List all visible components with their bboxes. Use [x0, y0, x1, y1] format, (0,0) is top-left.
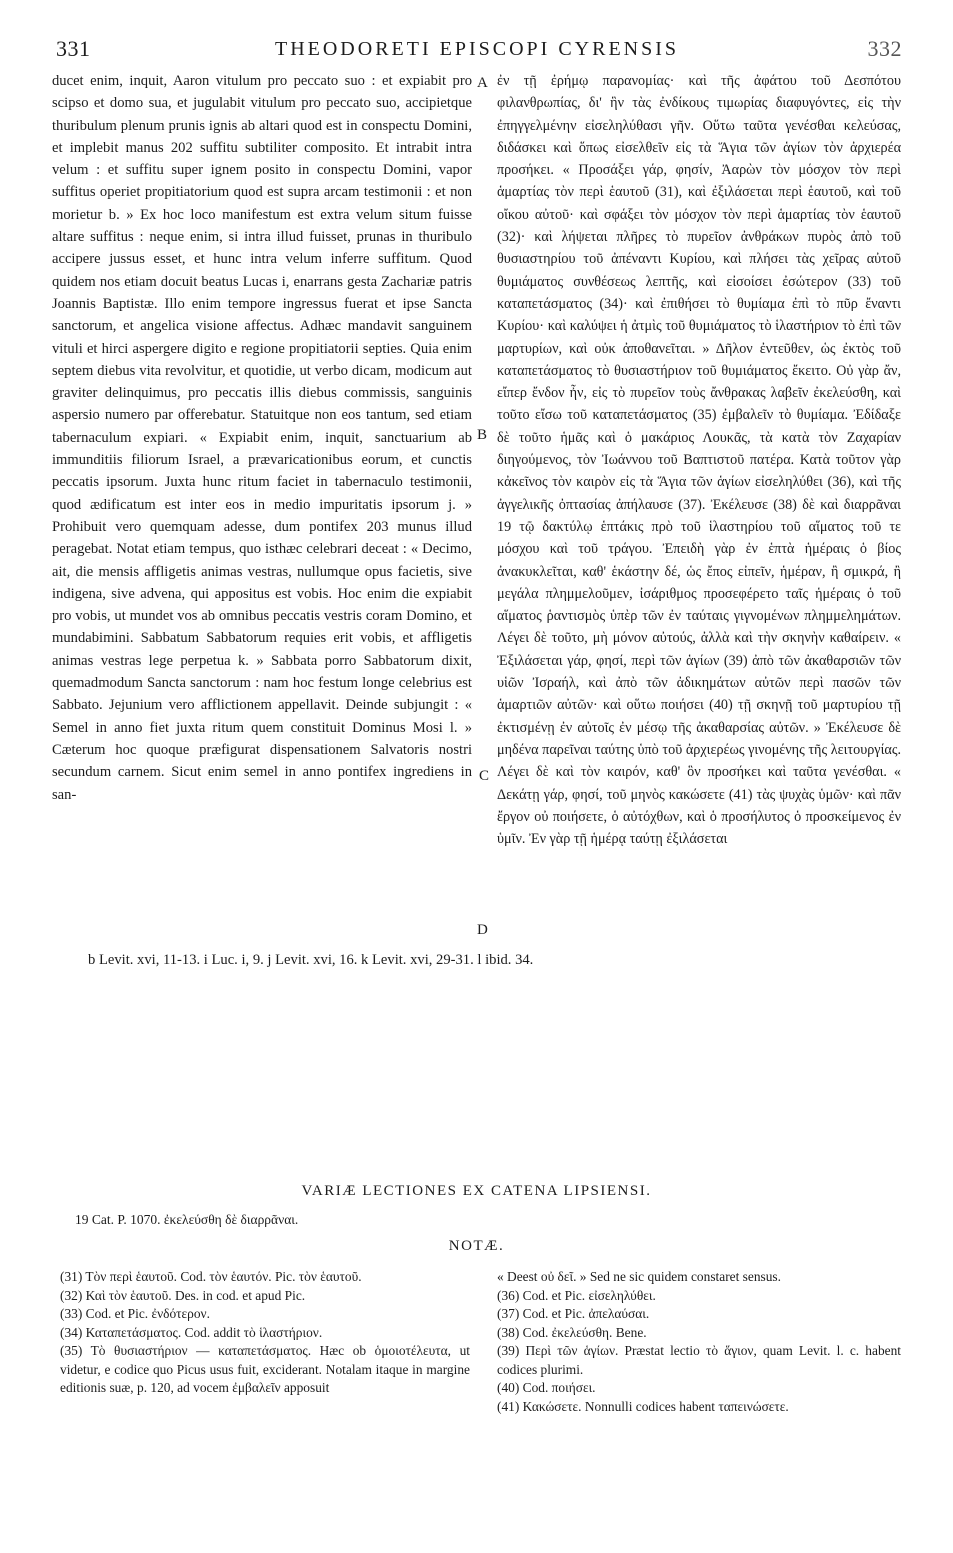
notes-left-column	[60, 1268, 470, 1530]
page-number-left: 331	[56, 36, 91, 61]
note-38: (38) Cod. ἐκελεύσθη. Bene.	[497, 1324, 647, 1340]
margin-marker-c: C	[479, 768, 490, 784]
margin-marker-d: D	[477, 922, 488, 938]
note-40: (40) Cod. ποιήσει.	[497, 1380, 596, 1395]
page-number-right: 332	[867, 36, 902, 61]
greek-paragraph: ἐν τῇ ἐρήμῳ παρανομίας· καὶ τῆς ἀφάτου τοῦ Δεσπότου φιλανθρωπίας, δι' ἣν τὰς ἐνδίκους τιμωρίας διαφυγόντες, εἰς τὴν ἐπηγγελμένην εἰσεληλύθασι γῆν. Οὕτω ταῦτα γενέσθαι κελεύσας, διδάσκει καὶ ὅπως εἰσελθεῖν εἰς τὰ Ἅγια τῶν ἁγίων τὸν ἀρχιερέα προσήκει. « Προσάξει γάρ, φησίν, Ἀαρὼν τὸν μόσχον τὸν περὶ ἁμαρτίας τὸν περὶ ἑαυτοῦ (31), καὶ ἐξιλάσεται περὶ ἑαυτοῦ, καὶ τοῦ οἴκου αὐτοῦ· καὶ σφάξει τὸν μόσχον τὸν περὶ ἁμαρτίας τὸν ἑαυτοῦ (32)· καὶ λήψεται πλῆρες τὸ πυρεῖον ἀνθράκων πυρὸς ἀπὸ τοῦ θυσιαστηρίου τοῦ ἀπέναντι Κυρίου, καὶ πλήσει τὰς χεῖρας αὐτοῦ θυμιάματος συνθέσεως λεπτῆς, καὶ εἰσοίσει ἐσώτερον (33) τοῦ καταπετάσματος (34)· καὶ ἐπιθήσει τὸ θυμίαμα ἐπὶ τὸ πῦρ ἔναντι Κυρίου· καὶ καλύψει ἡ ἀτμὶς τοῦ θυμιάματος τὸ ἱλαστήριον τὸ ἐπὶ τῶν μαρτυρίων, καὶ οὐκ ἀποθανεῖται. » Δῆλον ἐντεῦθεν, ὡς ἐκτὸς τοῦ καταπετάσματος τὸ θυσιαστήριον τοῦ θυμιάματος ἔκειτο. Οὐ γὰρ ἄν, εἴπερ ἔνδον ἦν, εἰς τὸ πυρεῖον τοὺς ἄνθρακας λαβεῖν ἐκελεύσθη, καὶ τοῦτο εἴσω τοῦ καταπετάσματος (35) ἐμβαλεῖν τὸ θυμίαμα. Ἐδίδαξε δὲ τοῦτο ἡμᾶς καὶ ὁ μακάριος Λουκᾶς, τὰ κατὰ τὸν Ζαχαρίαν διηγούμενος, τὸν Ἰωάννου τοῦ Βαπτιστοῦ πατέρα. Κατὰ τοῦτον γὰρ κἀκεῖνος τὸν καιρὸν εἰς τὰ Ἅγια τῶν ἁγίων εἰσεληλύθει (36), καὶ τῆς ἀγγελικῆς ὀπτασίας ἀπήλαυσε (37). Ἐκέλευσε (38) δὲ καὶ διαρρᾶναι 19 τῷ δακτύλῳ ἑπτάκις πρὸ τοῦ ἱλαστηρίου τοῦ αἵματος τοῦ τε μόσχου καὶ τοῦ τράγου. Ἐπειδὴ γὰρ ἐν ἑπτὰ ἡμέραις ὁ βίος ἀνακυκλεῖται, καθ' ἑκάστην δέ, ὡς ἔπος εἰπεῖν, ἡμέραν, ἢ σμικρά, ἢ μεγάλα πλημμελοῦμεν, ἰσάριθμος προσεφέρετο ταῖς ἡμέραις ὁ τοῦ αἵματος ῥαντισμὸς ὑπὲρ τῶν ἐν ταύταις γιγνομένων πλημμελημάτων. Λέγει δὲ τοῦτο, μὴ μόνον αὐτούς, ἀλλὰ καὶ τὴν σκηνὴν καθαίρειν. « Ἐξιλάσεται γάρ, φησί, περὶ τῶν ἁγίων (39) ἀπὸ τῶν ἀκαθαρσιῶν τῶν υἱῶν Ἰσραήλ, καὶ ἀπὸ τῶν ἀδικημάτων αὐτῶν περὶ πασῶν τῶν ἁμαρτιῶν αὐτῶν· καὶ οὕτω ποιήσει (40) τῇ σκηνῇ τοῦ μαρτυρίου τῇ ἐκτισμένῃ ἐν αὐτοῖς ἐν μέσῳ τῆς ἀκαθαρσίας αὐτῶν. » Ἐκέλευσε δὲ μηδένα παρεῖναι ταύτης ὑπὸ τοῦ ἀρχιερέως γινομένης τῆς λειτουργίας. Λέγει δὲ καὶ τὸν καιρόν, καθ' ὃν προσήκει καὶ ταῦτα γενέσθαι. « Δεκάτῃ γάρ, φησί, τοῦ μηνὸς κακώσετε (41) τὰς ψυχὰς ὑμῶν· καὶ πᾶν ἔργον οὐ ποιήσετε, ὁ αὐτόχθων, καὶ ὁ προσήλυτος ὁ προσκείμενος ἐν ὑμῖν. Ἐν γὰρ τῇ ἡμέρᾳ ταύτῃ ἐξιλάσεται	[497, 73, 901, 848]
notes-right-column	[497, 1268, 901, 1530]
note-34: (34) Καταπετάσματος. Cod. addit τὸ ἱλαστήριον.	[60, 1324, 323, 1340]
notae-title: NOTÆ.	[448, 1238, 505, 1254]
note-33: (33) Cod. et Pic. ἐνδότερον.	[60, 1306, 210, 1321]
greek-column	[497, 70, 901, 885]
note-35-continued: « Deest οὐ δεῖ. » Sed ne sic quidem constaret sensus.	[497, 1269, 781, 1284]
page-header	[52, 36, 902, 66]
note-37: (37) Cod. et Pic. ἀπελαύσαι.	[497, 1306, 650, 1321]
margin-marker-a: A	[477, 75, 488, 91]
note-35: (35) Τὸ θυσιαστήριον — καταπετάσματος. Hæc ob ὁμοιοτέλευτα, ut videtur, e codice quo Picus usus fuit, exciderant. Notalam itaque in margine editionis suæ, p. 120, ad vocem ἐμβαλεῖν apposuit	[60, 1343, 470, 1395]
note-41: (41) Κακώσετε. Nonnulli codices habent ταπεινώσετε.	[497, 1398, 789, 1414]
variae-lectio-item: 19 Cat. P. 1070. ἐκελεύσθη δὲ διαρρᾶναι.	[75, 1212, 299, 1227]
note-32: (32) Καὶ τὸν ἑαυτοῦ. Des. in cod. et apud Pic.	[60, 1287, 306, 1303]
latin-paragraph: ducet enim, inquit, Aaron vitulum pro peccato suo : et expiabit pro scipso et domo sua, et jugulabit vitulum pro peccato suo, accipietque thuribulum plenum prunis ignis ab altari quod est in conspectu Domini, et implebit manus 202 suffitu subtiliter composito. Et intrabit intra velum : et suffitu super ignem posito in conspectu Domini, vapor suffitus operiet propitiatorium quod est supra arcam testimonii : et non morietur b. » Ex hoc loco manifestum est extra velum situm fuisse altare suffitus : neque enim, si intra illud fuisset, prunas in thuribulo accipere jussus esset, et hunc intra velum inferre suffitum. Quod quidem nos etiam docuit beatus Lucas i, enarrans gesta Zachariæ patris Joannis Baptistæ. Illo enim tempore ingressus fuerat et ipse Sancta sanctorum, et angelica visione affectus. Adhæc mandavit sanguinem vituli et hirci aspergere digito e regione propitiatorii septies. Quia enim septem diebus vita revolvitur, et quotidie, ut verbo dicam, modicum aut graviter delinquimus, pro peccatis illis diebus commissis, sanguinis aspersio numero par offerebatur. Statuitque non eos tantum, sed etiam tabernaculum expiari. « Expiabit enim, inquit, sanctuarium ab immunditiis filiorum Israel, a prævaricationibus eorum, et cunctis peccatis ipsorum. Juxta hunc ritum faciet in tabernaculo testimonii, quod ædificatum est inter eos in medio impuritatis ipsorum j. » Prohibuit vero quemquam adesse, dum pontifex 203 munus illud peragebat. Notat etiam tempus, quo isthæc celebrari deceat : « Decimo, ait, die mensis affligetis animas vestras, nullumque opus facietis, sive indigena, sive advena, qui appositus est vobis. Hoc enim die expiabit pro vobis, ut mundet vos ab omnibus peccatis vestris coram Domino, et mundabimini. Sabbatum Sabbatorum requies erit vobis, et affligetis animas vestras lege perpetua k. » Sabbata porro Sabbatorum dixit, quemadmodum Sancta sanctorum : nam hoc festum longe celebrius est Sabbato. Jejunium vero afflictionem appellavit. Deinde subjungit : « Semel in anno fiet juxta ritum quem constituit Dominus Mosi l. » Cæterum hoc quoque præfigurat dispensationem Salvatoris nostri secundum carnem. Sicut enim semel in anno pontifex ingrediens in san-	[52, 73, 472, 803]
margin-marker-b: B	[477, 427, 488, 443]
latin-column	[52, 70, 472, 885]
note-31: (31) Τὸν περὶ ἑαυτοῦ. Cod. τὸν ἑαυτόν. Pic. τὸν ἑαυτοῦ.	[60, 1269, 362, 1284]
running-title: THEODORETI EPISCOPI CYRENSIS	[274, 38, 680, 60]
footnote-references: b Levit. xvi, 11-13. i Luc. i, 9. j Levit. xvi, 16. k Levit. xvi, 29-31. l ibid. 34.	[88, 952, 534, 968]
variae-lectiones-title: VARIÆ LECTIONES EX CATENA LIPSIENSI.	[301, 1183, 652, 1199]
note-36: (36) Cod. et Pic. εἰσεληλύθει.	[497, 1287, 656, 1303]
note-39: (39) Περὶ τῶν ἁγίων. Præstat lectio τὸ ἅγιον, quam Levit. l. c. habent codices plurimi.	[497, 1343, 901, 1377]
